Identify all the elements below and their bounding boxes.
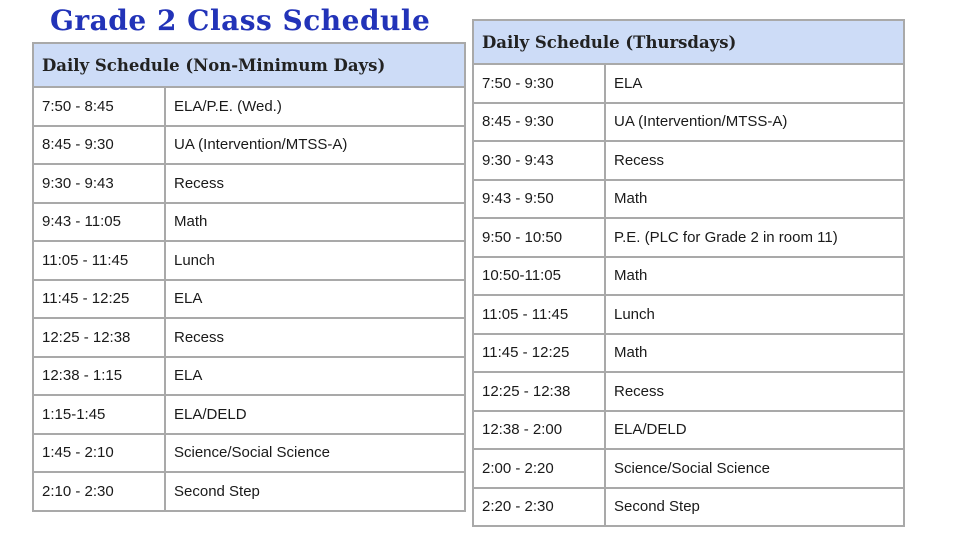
activity-cell: ELA/DELD: [165, 395, 465, 434]
time-cell: 12:38 - 2:00: [473, 411, 605, 450]
table-row: [33, 357, 465, 396]
activity-cell: Math: [605, 334, 904, 373]
activity-cell: Math: [165, 203, 465, 242]
time-cell: 11:45 - 12:25: [33, 280, 165, 319]
table-row: [473, 449, 904, 488]
thursdays-header: Daily Schedule (Thursdays): [473, 20, 904, 64]
time-cell: 1:15-1:45: [33, 395, 165, 434]
activity-cell: Recess: [605, 372, 904, 411]
thursdays-schedule-table: [472, 19, 905, 527]
time-cell: 12:25 - 12:38: [473, 372, 605, 411]
activity-cell: Lunch: [165, 241, 465, 280]
table-header-row: [473, 20, 904, 64]
time-cell: 2:00 - 2:20: [473, 449, 605, 488]
time-cell: 11:05 - 11:45: [473, 295, 605, 334]
time-cell: 9:30 - 9:43: [33, 164, 165, 203]
table-row: [473, 103, 904, 142]
table-row: [473, 180, 904, 219]
table-row: [473, 218, 904, 257]
page-title: Grade 2 Class Schedule: [50, 4, 431, 37]
table-row: [473, 334, 904, 373]
table-row: [473, 141, 904, 180]
table-row: [473, 372, 904, 411]
activity-cell: Recess: [165, 164, 465, 203]
table-row: [33, 472, 465, 511]
time-cell: 11:45 - 12:25: [473, 334, 605, 373]
time-cell: 2:20 - 2:30: [473, 488, 605, 527]
table-row: [33, 241, 465, 280]
activity-cell: Second Step: [605, 488, 904, 527]
activity-cell: ELA: [605, 64, 904, 103]
table-row: [473, 411, 904, 450]
time-cell: 10:50-11:05: [473, 257, 605, 296]
time-cell: 12:25 - 12:38: [33, 318, 165, 357]
time-cell: 9:30 - 9:43: [473, 141, 605, 180]
activity-cell: ELA/DELD: [605, 411, 904, 450]
activity-cell: Second Step: [165, 472, 465, 511]
time-cell: 9:43 - 9:50: [473, 180, 605, 219]
non-minimum-days-schedule-table: [32, 42, 466, 512]
activity-cell: Lunch: [605, 295, 904, 334]
time-cell: 2:10 - 2:30: [33, 472, 165, 511]
table-row: [33, 87, 465, 126]
time-cell: 9:43 - 11:05: [33, 203, 165, 242]
table-row: [33, 164, 465, 203]
activity-cell: ELA/P.E. (Wed.): [165, 87, 465, 126]
activity-cell: Math: [605, 180, 904, 219]
table-row: [33, 280, 465, 319]
activity-cell: Science/Social Science: [605, 449, 904, 488]
table-row: [33, 395, 465, 434]
table-row: [33, 126, 465, 165]
non-minimum-days-header: Daily Schedule (Non-Minimum Days): [33, 43, 465, 87]
table-header-row: [33, 43, 465, 87]
time-cell: 8:45 - 9:30: [473, 103, 605, 142]
table-row: [33, 203, 465, 242]
time-cell: 7:50 - 9:30: [473, 64, 605, 103]
time-cell: 8:45 - 9:30: [33, 126, 165, 165]
activity-cell: UA (Intervention/MTSS-A): [605, 103, 904, 142]
activity-cell: UA (Intervention/MTSS-A): [165, 126, 465, 165]
activity-cell: Math: [605, 257, 904, 296]
table-row: [473, 64, 904, 103]
time-cell: 12:38 - 1:15: [33, 357, 165, 396]
table-row: [473, 488, 904, 527]
table-row: [473, 257, 904, 296]
activity-cell: Science/Social Science: [165, 434, 465, 473]
activity-cell: Recess: [605, 141, 904, 180]
time-cell: 11:05 - 11:45: [33, 241, 165, 280]
activity-cell: ELA: [165, 280, 465, 319]
table-row: [33, 434, 465, 473]
table-row: [33, 318, 465, 357]
time-cell: 1:45 - 2:10: [33, 434, 165, 473]
table-row: [473, 295, 904, 334]
time-cell: 7:50 - 8:45: [33, 87, 165, 126]
activity-cell: ELA: [165, 357, 465, 396]
activity-cell: Recess: [165, 318, 465, 357]
time-cell: 9:50 - 10:50: [473, 218, 605, 257]
activity-cell: P.E. (PLC for Grade 2 in room 11): [605, 218, 904, 257]
